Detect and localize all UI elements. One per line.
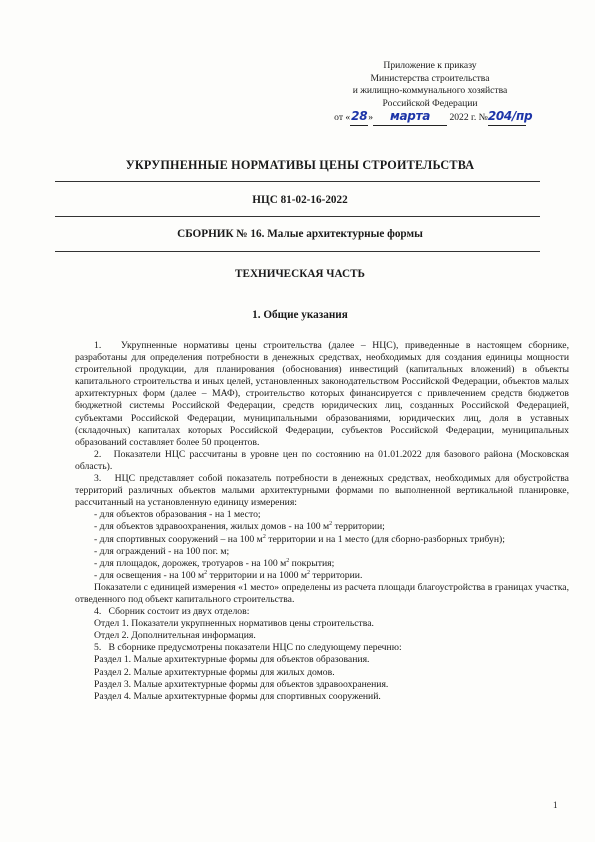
section-title: 1. Общие указания <box>252 309 348 321</box>
page-number: 1 <box>553 800 558 810</box>
date-year: 2022 г. № <box>449 112 488 123</box>
section-item-4: Раздел 4. Малые архитектурные формы для спортивных сооружений. <box>94 690 381 702</box>
date-mid: » <box>368 112 374 123</box>
date-prefix: от « <box>334 112 351 123</box>
collection-title: СБОРНИК № 16. Малые архитектурные формы <box>177 228 423 240</box>
paragraph-1: 1. Укрупненные нормативы цены строительства (далее – НЦС), приведенные в настоящем сборнике, разработаны для определения потребности в денежных средствах, необходимых для создания единицы мощности строительной продукции, для планирования (обоснования) инвестиций (капитальных вложений) в объекты капитального строительства и иных целей, установленных законодательством Российской Федерации, объектов малых архитектурных форм (далее – МАФ), строительство которых финансируется с привлечением средств бюджетов бюджетной системы Российской Федерации, средств юридических лиц, созданных Российской Федерацией, субъектами Российской Федерации, муниципальными образованиями, юридических лиц, доля в уставных (складочных) капиталах которых Российской Федерации, субъектов Российской Федерации, муниципальных образований составляет более 50 процентов. <box>75 340 569 448</box>
approval-line-3: и жилищно-коммунального хозяйства <box>352 85 508 96</box>
approval-block <box>300 60 560 126</box>
department-1: Отдел 1. Показатели укрупненных нормативов цены строительства. <box>94 618 374 630</box>
paragraph-4: Показатели с единицей измерения «1 место» определены из расчета площади благоустройства в границах участка, отведенного под объект капитального строительства. <box>75 581 569 605</box>
title-divider <box>55 181 540 182</box>
collection-divider <box>55 251 540 252</box>
paragraph-6: 5. В сборнике предусмотрены показатели НЦС по следующему перечню: <box>94 642 402 654</box>
document-title: УКРУПНЕННЫЕ НОРМАТИВЫ ЦЕНЫ СТРОИТЕЛЬСТВА <box>125 158 475 172</box>
document-code: НЦС 81-02-16-2022 <box>252 194 348 206</box>
approval-date-line <box>300 110 560 126</box>
date-day: 28 <box>351 109 368 123</box>
paragraph-5: 4. Сборник состоит из двух отделов: <box>94 606 250 618</box>
code-divider <box>55 216 540 217</box>
paragraph-3: 3. НЦС представляет собой показатель потребности в денежных средствах, необходимых для обустройства территорий различных объектов малыми архитектурными формами по выполненной вертикальной планировке, рассчитанный на установленную единицу измерения: <box>75 473 569 509</box>
list-item: - для освещения - на 100 $м^2$ территории и на 1000 $м^2$ территории. <box>94 569 363 581</box>
list-item: - для площадок, дорожек, тротуаров - на 100 $м^2$ покрытия; <box>94 557 335 569</box>
approval-line-4: Российской Федерации <box>382 97 478 109</box>
section-item-2: Раздел 2. Малые архитектурные формы для жилых домов. <box>94 666 335 678</box>
approval-line-2: Министерства строительства <box>370 72 490 84</box>
list-item: - для объектов образования - на 1 место; <box>94 509 261 521</box>
body-text <box>75 340 569 703</box>
date-month: марта <box>390 109 431 123</box>
approval-line-1: Приложение к приказу <box>383 60 477 71</box>
paragraph-2: 2. Показатели НЦС рассчитаны в уровне цен по состоянию на 01.01.2022 для базового района (Московская область). <box>75 448 569 472</box>
list-item: - для ограждений - на 100 пог. м; <box>94 545 230 557</box>
department-2: Отдел 2. Дополнительная информация. <box>94 630 256 642</box>
part-title: ТЕХНИЧЕСКАЯ ЧАСТЬ <box>235 268 365 280</box>
section-item-3: Раздел 3. Малые архитектурные формы для объектов здравоохранения. <box>94 678 389 690</box>
order-number: 204/пр <box>487 109 533 123</box>
list-item: - для объектов здравоохранения, жилых домов - на 100 $м^2$ территории; <box>94 521 385 533</box>
list-item: - для спортивных сооружений – на 100 $м^2$ территории и на 1 место (для сборно-разборных трибун); <box>94 533 505 545</box>
section-item-1: Раздел 1. Малые архитектурные формы для объектов образования. <box>94 654 370 666</box>
